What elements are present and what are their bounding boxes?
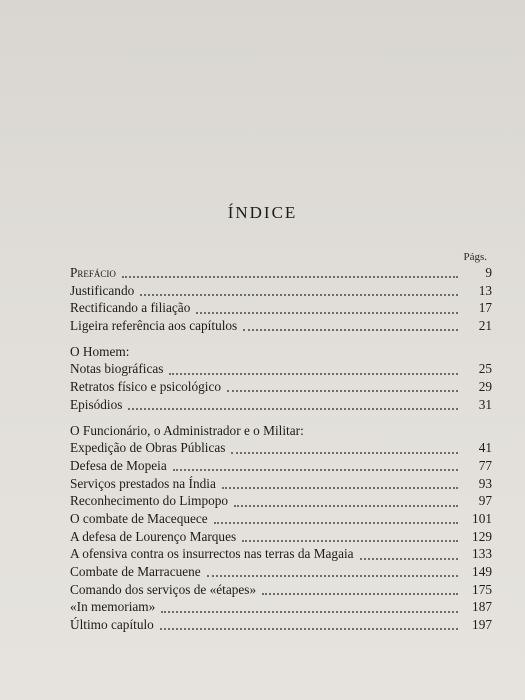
toc-entry-page: 25 [478,361,492,377]
dot-leader [207,574,458,577]
pages-column-header: Págs. [463,251,487,263]
toc-entry [70,317,492,335]
dot-leader [161,610,458,613]
toc-entry-label: Prefácio [70,265,116,280]
toc-entry-page: 31 [478,396,492,412]
dot-leader [122,275,458,278]
toc-entry [70,475,492,493]
section-heading-homem: O Homem: [70,343,130,359]
toc-entry [70,439,492,457]
dot-leader [242,539,458,542]
toc-entry-label: A ofensiva contra os insurrectos nas terras da Magaia [70,546,354,562]
toc-entry [70,396,492,414]
toc-entry-label: Expedição de Obras Públicas [70,440,226,456]
toc-entry-page: 197 [472,617,492,633]
toc-entry-page: 149 [472,564,492,579]
dot-leader [243,328,458,331]
dot-leader [227,389,458,392]
toc-entry-page: 101 [472,510,492,526]
toc-entry [70,457,492,475]
toc-entry-page: 175 [472,581,492,597]
toc-entry [70,616,492,634]
dot-leader [169,372,458,375]
toc-entry [70,299,492,317]
toc-entry-page: 97 [478,493,492,509]
toc-entry-label: A defesa de Lourenço Marques [70,528,237,544]
page-title: ÍNDICE [227,203,298,222]
dot-leader [196,311,458,314]
toc-entry [70,492,492,510]
toc-entry-label: Comando dos serviços de «étapes» [70,581,257,597]
toc-entry-label: Combate de Marracuene [70,564,201,579]
toc-entry-page: 93 [478,475,492,491]
toc-entry [70,581,492,599]
section-heading-funcionario: O Funcionário, o Administrador e o Militar: [70,422,304,438]
toc-entry-label: «In memoriam» [70,599,156,615]
toc-entry-page: 129 [472,528,492,544]
dot-leader [160,627,458,630]
dot-leader [231,451,458,454]
dot-leader [360,557,458,560]
dot-leader [140,293,458,296]
toc-entry [70,528,492,546]
dot-leader [262,592,458,595]
toc-entry-label: Rectificando a filiação [70,300,191,316]
toc-entry-label: O combate de Macequece [70,510,208,526]
dot-leader [222,486,458,489]
table-of-contents [70,264,492,634]
toc-entry-label: Defesa de Mopeia [70,457,167,473]
dot-leader [128,407,458,410]
toc-entry-label: Retratos físico e psicológico [70,379,222,395]
toc-entry-page: 187 [472,599,492,615]
toc-entry-page: 13 [478,282,492,298]
dot-leader [214,521,458,524]
toc-entry-label: Episódios [70,396,123,412]
toc-entry-label: Notas biográficas [70,361,164,377]
toc-entry-page: 41 [478,440,492,456]
toc-entry [70,378,492,396]
toc-entry-page: 133 [472,546,492,562]
toc-entry [70,360,492,378]
toc-entry [70,598,492,616]
toc-entry-page: 29 [478,379,492,395]
toc-entry-label: Serviços prestados na Índia [70,475,216,491]
toc-entry [70,545,492,563]
toc-entry [70,563,492,581]
toc-entry-label: Reconhecimento do Limpopo [70,493,229,509]
toc-entry-page: 9 [485,265,492,280]
dot-leader [173,468,458,471]
toc-entry-page: 77 [478,457,492,473]
toc-entry [70,510,492,528]
toc-entry-label: Ligeira referência aos capítulos [70,318,238,334]
toc-entry-page: 17 [478,300,492,316]
toc-entry-label: Último capítulo [70,617,154,633]
toc-entry-label: Justificando [70,282,135,298]
dot-leader [234,504,458,507]
toc-entry [70,282,492,300]
toc-entry-page: 21 [478,318,492,334]
toc-entry [70,264,492,282]
